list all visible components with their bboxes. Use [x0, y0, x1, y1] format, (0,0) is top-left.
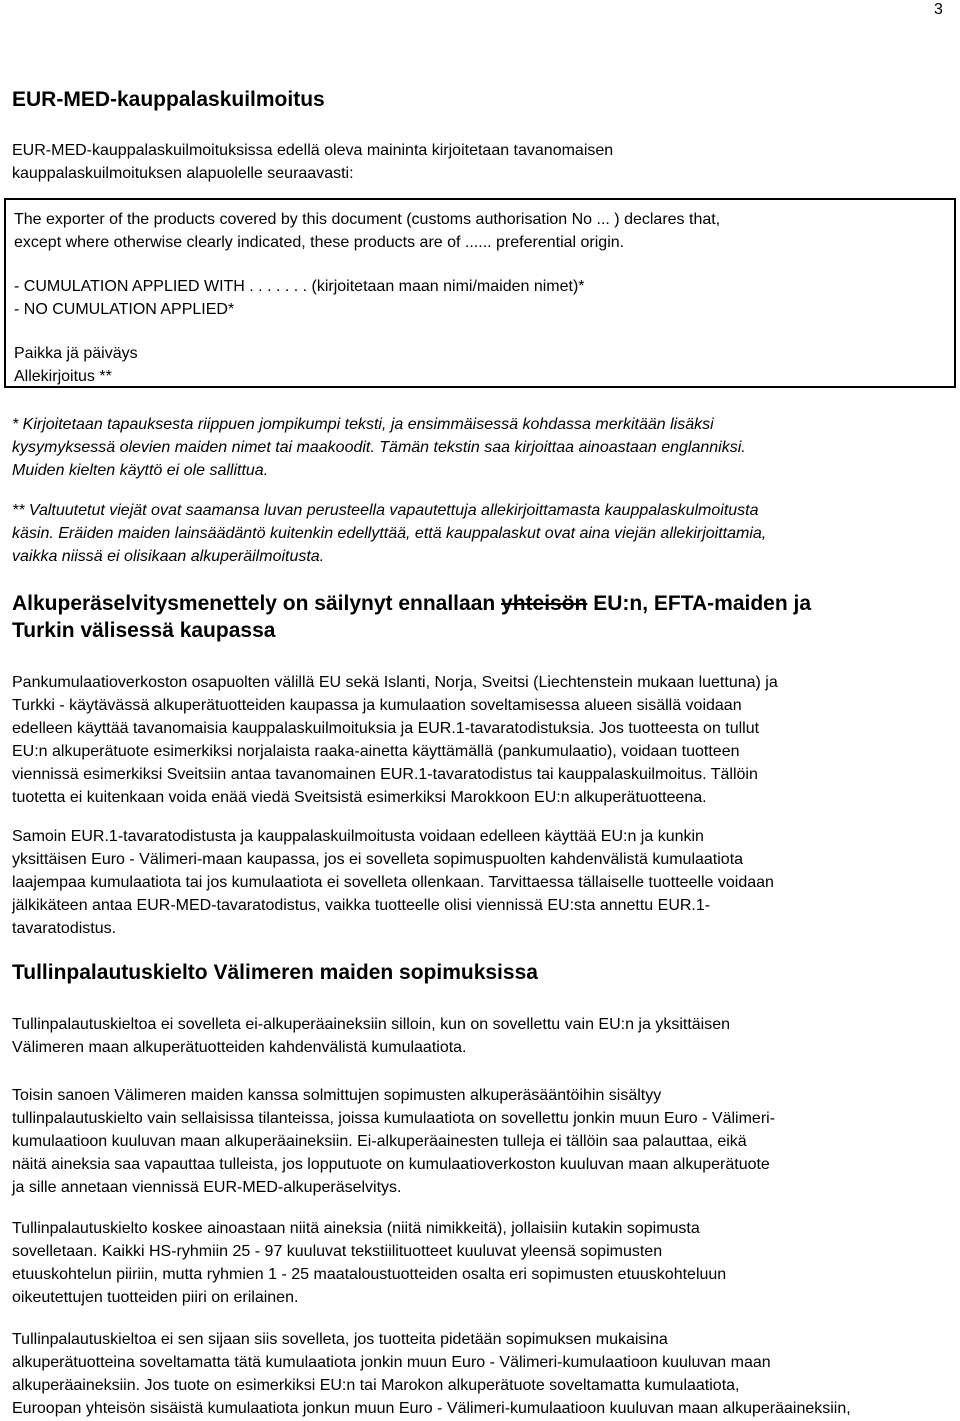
text-line: ja sille annetaan viennissä EUR-MED-alkuperäselvitys.	[12, 1179, 402, 1196]
text-line: ** Valtuutetut viejät ovat saamansa luvan perusteella vapautettuja allekirjoittamasta kauppalaskulmoitusta	[12, 502, 759, 519]
text-line: Toisin sanoen Välimeren maiden kanssa solmittujen sopimusten alkuperäsääntöihin sisältyy	[12, 1087, 662, 1104]
section3-paragraph-2	[12, 1084, 948, 1199]
text-line: Paikka jä päiväys	[14, 345, 138, 362]
section1-intro	[12, 139, 948, 185]
text-line: viennissä esimerkiksi Sveitsiin antaa tavanomainen EUR.1-tavaratodistus tai kauppalaskuilmoitus. Tällöin	[12, 766, 758, 783]
text-line: Välimeren maan alkuperätuotteiden kahdenvälistä kumulaatiota.	[12, 1039, 467, 1056]
page-number: 3	[934, 1, 943, 18]
section-title-origin-procedure-line2: Turkin välisessä kaupassa	[12, 619, 276, 642]
text-line: Tullinpalautuskieltoa ei sen sijaan siis sovelleta, jos tuotteita pidetään sopimuksen mukaisina	[12, 1331, 668, 1348]
text-line: yksittäisen Euro - Välimeri-maan kaupassa, jos ei sovelleta sopimuspuolten kahdenvälistä kumulaatiota	[12, 851, 744, 868]
declaration-box	[4, 198, 956, 388]
text-line: edelleen käyttää tavanomaisia kauppalaskuilmoituksia ja EUR.1-tavaratodistuksia. Jos tuotteesta on tullut	[12, 720, 760, 737]
text-line: alkuperäaineksiin. Jos tuote on esimerkiksi EU:n tai Marokon alkuperätuote soveltamatta kumulaatiota,	[12, 1377, 740, 1394]
text-line: sovelletaan. Kaikki HS-ryhmiin 25 - 97 kuuluvat tekstiilituotteet kuuluvat yleensä sopimusten	[12, 1243, 663, 1260]
title-part: Alkuperäselvitysmenettely on säilynyt ennallaan	[12, 592, 502, 615]
text-line: EUR-MED-kauppalaskuilmoituksissa edellä oleva maininta kirjoitetaan tavanomaisen	[12, 142, 614, 159]
text-line: - NO CUMULATION APPLIED*	[14, 301, 235, 318]
section3-paragraph-3	[12, 1217, 948, 1309]
text-line: Muiden kielten käyttö ei ole sallittua.	[12, 462, 269, 479]
declaration-text	[14, 208, 948, 254]
text-line: Tullinpalautuskielto koskee ainoastaan niitä aineksia (niitä nimikkeitä), jollaisiin kutakin sopimusta	[12, 1220, 700, 1237]
cumulation-text	[14, 275, 948, 321]
text-line: kumulaatioon kuuluvan maan alkuperäaineksiin. Ei-alkuperäainesten tulleja ei tällöin saa palauttaa, eikä	[12, 1133, 747, 1150]
text-line: käsin. Eräiden maiden lainsäädäntö kuitenkin edellyttää, että kauppalaskut ovat aina viejän allekirjoittamia,	[12, 525, 767, 542]
text-line: Pankumulaatioverkoston osapuolten välillä EU sekä Islanti, Norja, Sveitsi (Liechtenstein mukaan luettuna) ja	[12, 674, 778, 691]
text-line: Allekirjoitus **	[14, 368, 112, 385]
title-part: EU:n, EFTA-maiden ja	[587, 592, 812, 615]
text-line: except where otherwise clearly indicated, these products are of ...... preferential origin.	[14, 234, 625, 251]
signature-text	[14, 342, 948, 388]
text-line: näitä aineksia saa vapauttaa tulleista, jos lopputuote on kumulaatioverkoston kuuluvan maan alkuperätuote	[12, 1156, 770, 1173]
section3-paragraph-4	[12, 1328, 948, 1420]
footnote-asterisk	[12, 413, 948, 482]
text-line: Tullinpalautuskieltoa ei sovelleta ei-alkuperäaineksiin silloin, kun on sovellettu vain EU:n ja yksittäisen	[12, 1016, 731, 1033]
text-line: tavaratodistus.	[12, 920, 117, 937]
text-line: * Kirjoitetaan tapauksesta riippuen jompikumpi teksti, ja ensimmäisessä kohdassa merkitään lisäksi	[12, 416, 714, 433]
text-line: Samoin EUR.1-tavaratodistusta ja kauppalaskuilmoitusta voidaan edelleen käyttää EU:n ja kunkin	[12, 828, 704, 845]
text-line: laajempaa kumulaatiota tai jos kumulaatiota ei sovelleta ollenkaan. Tarvittaessa tällaiselle tuotteelle voidaan	[12, 874, 774, 891]
text-line: tuotetta ei kuitenkaan voida enää viedä Sveitsistä esimerkiksi Marokkoon EU:n alkuperätuotteena.	[12, 789, 707, 806]
text-line: kysymyksessä olevien maiden nimet tai maakoodit. Tämän tekstin saa kirjoittaa ainoastaan englanniksi.	[12, 439, 746, 456]
footnote-double-asterisk	[12, 499, 948, 568]
text-line: tullinpalautuskielto vain sellaisissa tilanteissa, joissa kumulaatiota on sovellettu jonkin muun Euro - Välimeri-	[12, 1110, 776, 1127]
section-title-drawback: Tullinpalautuskielto Välimeren maiden sopimuksissa	[12, 961, 538, 984]
text-line: Turkki - käytävässä alkuperätuotteiden kaupassa ja kumulaation soveltamisessa alueen sisällä voidaan	[12, 697, 742, 714]
text-line: oikeutettujen tuotteiden piiri on erilainen.	[12, 1289, 299, 1306]
section2-paragraph-1	[12, 671, 948, 809]
text-line: alkuperätuotteina soveltamatta tätä kumulaatiota jonkin muun Euro - Välimeri-kumulaatioon kuuluvan maan	[12, 1354, 771, 1371]
section-title-origin-procedure	[12, 590, 811, 618]
text-line: etuuskohtelun piiriin, mutta ryhmien 1 - 25 maataloustuotteiden osalta eri sopimusten etuuskohteluun	[12, 1266, 727, 1283]
text-line: Euroopan yhteisön sisäistä kumulaatiota jonkun muun Euro - Välimeri-kumulaatioon kuuluvan maan alkuperäaineksiin,	[12, 1400, 851, 1417]
text-line: The exporter of the products covered by this document (customs authorisation No ... ) declares that,	[14, 211, 721, 228]
text-line: - CUMULATION APPLIED WITH . . . . . . . (kirjoitetaan maan nimi/maiden nimet)*	[14, 278, 585, 295]
text-line: vaikka niissä ei olisikaan alkuperäilmoitusta.	[12, 548, 325, 565]
text-line: kauppalaskuilmoituksen alapuolelle seuraavasti:	[12, 165, 354, 182]
text-line: EU:n alkuperätuote esimerkiksi norjalaista raaka-ainetta käyttämällä (pankumulaatio), voidaan tuotteen	[12, 743, 740, 760]
struck-word: yhteisön	[501, 592, 588, 615]
section-title-eur-med: EUR-MED-kauppalaskuilmoitus	[12, 88, 325, 111]
section3-paragraph-1	[12, 1013, 948, 1059]
section2-paragraph-2	[12, 825, 948, 940]
text-line: jälkikäteen antaa EUR-MED-tavaratodistus, vaikka tuotteelle olisi viennissä EU:sta annettu EUR.1-	[12, 897, 711, 914]
